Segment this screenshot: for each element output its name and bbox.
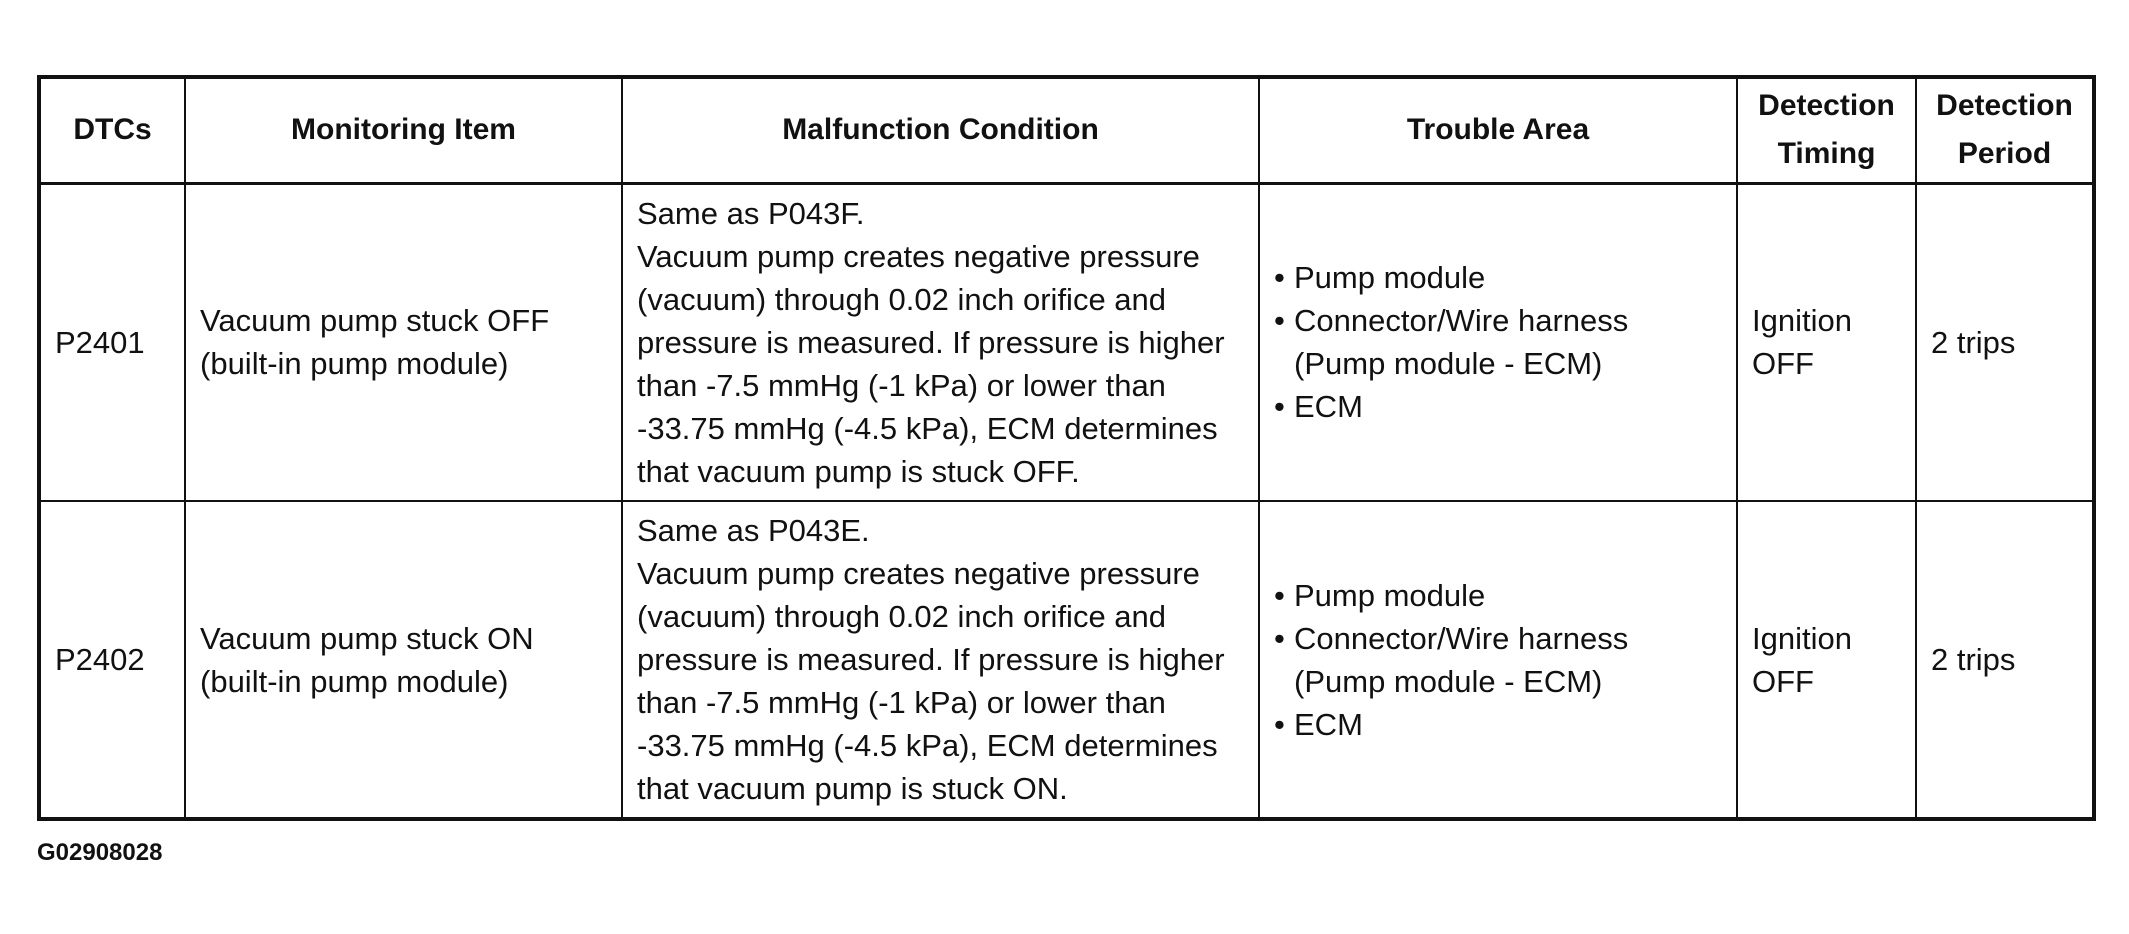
detection-timing-line: OFF (1752, 663, 1814, 699)
figure-id: G02908028 (37, 839, 163, 866)
header-detection-timing-line1: Detection (1758, 89, 1895, 123)
list-item: • Pump module (1274, 256, 1722, 299)
malfunction-condition-cell (622, 183, 1259, 501)
trouble-area-list (1274, 574, 1722, 746)
header-detection-period-line1: Detection (1936, 89, 2073, 123)
trouble-area-cell (1259, 501, 1737, 819)
detection-timing-cell (1737, 501, 1916, 819)
dtc-code-cell: P2402 (39, 501, 185, 819)
malfunction-condition-line: Same as P043F. (637, 195, 865, 231)
dtc-code-cell: P2401 (39, 183, 185, 501)
monitoring-item-cell (185, 501, 622, 819)
detection-timing-line: Ignition (1752, 303, 1852, 339)
header-monitoring-item: Monitoring Item (185, 77, 622, 183)
monitoring-item-cell (185, 183, 622, 501)
malfunction-condition-line: Same as P043E. (637, 513, 870, 548)
trouble-area-cell (1259, 183, 1737, 501)
monitoring-item-line: Vacuum pump stuck ON (200, 620, 534, 656)
header-malfunction-condition: Malfunction Condition (622, 77, 1259, 183)
detection-period-cell: 2 trips (1916, 501, 2094, 819)
header-detection-period (1916, 77, 2094, 183)
detection-period-cell: 2 trips (1916, 183, 2094, 501)
malfunction-condition-line: Vacuum pump creates negative pressure (vacuum) through 0.02 inch orifice and pressure is measured. If pressure is higher than -7.5 mmHg (-1 kPa) or lower than -33.75 mmHg (-4.5 kPa), ECM determines that vacuum pump is stuck ON. (637, 556, 1225, 806)
monitoring-item-line: Vacuum pump stuck OFF (200, 303, 550, 339)
list-item: • Connector/Wire harness (Pump module - ECM) (1274, 617, 1722, 703)
detection-timing-line: OFF (1752, 346, 1814, 382)
list-item: • ECM (1274, 385, 1722, 428)
list-item: • ECM (1274, 703, 1722, 746)
list-item: • Pump module (1274, 574, 1722, 617)
header-detection-timing-line2: Timing (1777, 137, 1876, 171)
dtc-table (37, 75, 2096, 821)
detection-timing-line: Ignition (1752, 620, 1852, 656)
malfunction-condition-cell (622, 501, 1259, 819)
table-header-row (39, 77, 2094, 183)
header-detection-period-line2: Period (1957, 137, 2052, 171)
monitoring-item-line: (built-in pump module) (200, 346, 509, 382)
list-item: • Connector/Wire harness (Pump module - ECM) (1274, 299, 1722, 385)
table-row (39, 501, 2094, 819)
table-row (39, 183, 2094, 501)
header-detection-timing (1737, 77, 1916, 183)
trouble-area-list (1274, 256, 1722, 428)
header-dtcs: DTCs (39, 77, 185, 183)
header-trouble-area: Trouble Area (1259, 77, 1737, 183)
monitoring-item-line: (built-in pump module) (200, 663, 509, 699)
malfunction-condition-line: Vacuum pump creates negative pressure (vacuum) through 0.02 inch orifice and pressure is measured. If pressure is higher than -7.5 mmHg (-1 kPa) or lower than -33.75 mmHg (-4.5 kPa), ECM determines that vacuum pump is stuck OFF. (637, 238, 1225, 489)
detection-timing-cell (1737, 183, 1916, 501)
